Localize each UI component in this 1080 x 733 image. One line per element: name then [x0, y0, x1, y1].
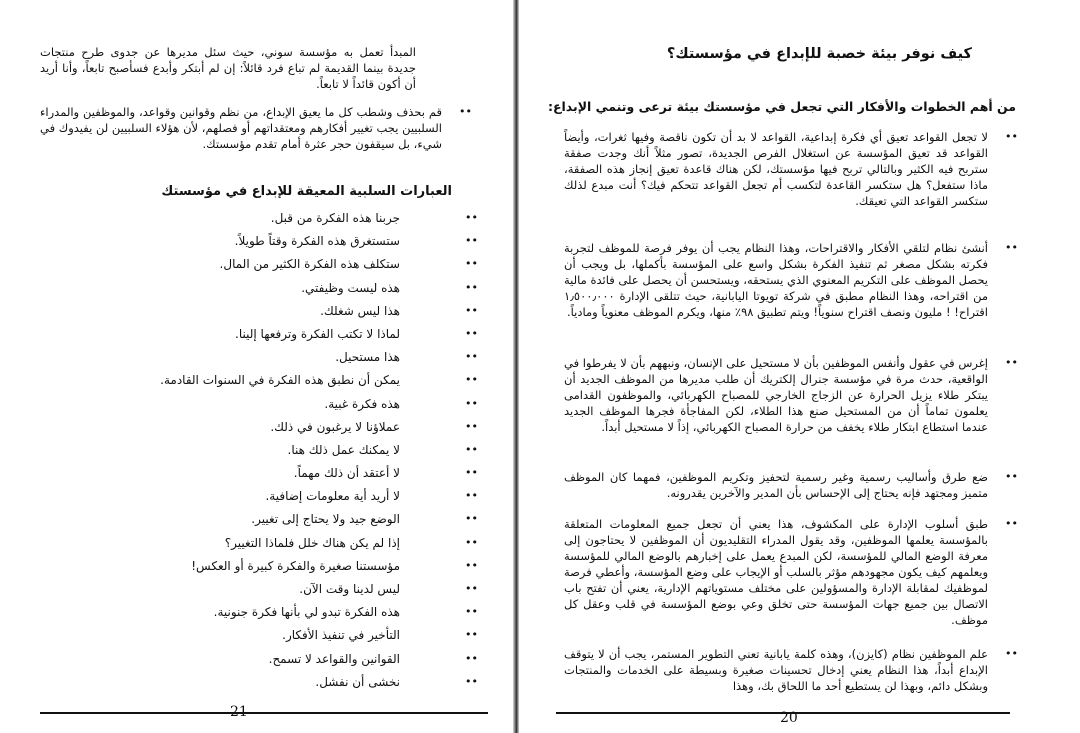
page-number: 20: [780, 710, 798, 726]
phrase-text: لا أريد أية معلومات إضافية.: [265, 489, 400, 504]
list-item: [158, 533, 478, 556]
phrase-text: هذه الفكرة تبدو لي بأنها فكرة جنونية.: [213, 605, 400, 620]
bullet-item: [564, 469, 1018, 501]
bullet-marker: ••: [465, 396, 478, 410]
negative-phrases-list: [158, 208, 478, 695]
phrase-text: التأخير في تنفيذ الأفكار.: [282, 628, 400, 643]
phrase-text: لا يمكنك عمل ذلك هنا.: [287, 442, 400, 457]
bullet-item: [564, 516, 1018, 628]
bullet-marker: ••: [465, 651, 478, 665]
phrase-text: لماذا لا تكتب الفكرة وترفعها إلينا.: [235, 326, 400, 341]
list-item: [158, 278, 478, 301]
bullet-item: [40, 104, 472, 152]
bullet-marker: ••: [465, 442, 478, 456]
phrase-text: القوانين والقواعد لا تسمح.: [268, 651, 400, 666]
footer-rule: [40, 712, 488, 714]
bullet-marker: ••: [465, 326, 478, 340]
bullet-marker: ••: [465, 280, 478, 294]
phrase-text: إذا لم يكن هناك خلل فلماذا التغيير؟: [224, 535, 400, 550]
bullet-marker: ••: [465, 466, 478, 480]
bullet-paragraph: علم الموظفين نظام (كايزن)، وهذه كلمة يابانية تعني التطوير المستمر، يجب أن لا يتوقف الإبداع أبداً، هذا النظام يعني إدخال تحسينات صغيرة وبسيطة على الخدمات والمنتجات وبشكل دائم، وبهذا لن يستطيع أحد ما اللحاق بك، وهذا: [564, 647, 988, 693]
bullet-marker: ••: [465, 535, 478, 549]
bullet-marker: ••: [465, 373, 478, 387]
list-item: [158, 324, 478, 347]
bullet-marker: ••: [465, 234, 478, 248]
bullet-marker: ••: [1005, 470, 1018, 483]
phrase-text: ليس لدينا وقت الآن.: [299, 582, 400, 596]
list-item: [158, 486, 478, 509]
phrase-text: هذه فكرة غبية.: [324, 396, 400, 411]
phrase-text: هذه ليست وظيفتي.: [301, 280, 400, 295]
bullet-marker: ••: [465, 489, 478, 503]
bullet-marker: ••: [465, 674, 478, 688]
bullet-paragraph: أنشئ نظام لتلقي الأفكار والاقتراحات، وهذا النظام يجب أن يوفر فرصة للموظف لتجربة فكرته بشكل مصغر ثم تنفيذ الفكرة بشكل واسع على المؤسسة بأكملها، بل ويجب أن يحصل الموظف على التكريم المعنوي الذي يستحقه، ويستحسن أن يحصل على فائدة مالية من اقتراحه، وهذا النظام مطبق في شركة تويوتا اليابانية، حيث تتلقى الإدارة ١٫٥٠٠٫٠٠٠ اقتراح! ! مليون ونصف اقتراح سنوياً! ويتم تطبيق ٩٨٪ منها، ويكرم الموظف معنوياً ومادياً.: [564, 241, 988, 319]
left-page: [0, 0, 514, 733]
phrase-text: ستستغرق هذه الفكرة وقتاً طويلاً.: [234, 234, 400, 249]
list-item: [158, 394, 478, 417]
section-heading: العبارات السلبية المعيقة للإبداع في مؤسستك: [161, 184, 452, 199]
phrase-text: عملاؤنا لا يرغبون في ذلك.: [270, 419, 400, 434]
list-item: [158, 231, 478, 254]
list-item: [158, 208, 478, 231]
list-item: [158, 463, 478, 486]
book-spine: [513, 0, 519, 733]
list-item: [158, 301, 478, 324]
bullet-marker: ••: [465, 419, 478, 433]
bullet-paragraph: قم بحذف وشطب كل ما يعيق الإبداع، من نظم وقوانين وقواعد، والموظفين والمدراء السلبيين يجب تغيير أفكارهم ومعتقداتهم أو فصلهم، لأن هؤلاء السلبيين لن يفيدوك في شيء، بل سيقفون حجر عثرة أمام تقدم مؤسستك.: [40, 105, 442, 151]
list-item: [158, 672, 478, 695]
bullet-marker: ••: [465, 605, 478, 619]
list-item: [158, 370, 478, 393]
bullet-marker: ••: [1005, 647, 1018, 660]
list-item: [158, 602, 478, 625]
bullet-item: [564, 240, 1018, 320]
phrase-text: لا أعتقد أن ذلك مهماً.: [293, 466, 400, 481]
phrase-text: هذا ليس شغلك.: [320, 303, 400, 318]
bullet-item: [564, 129, 1018, 209]
bullet-paragraph: لا تجعل القواعد تعيق أي فكرة إبداعية، القواعد لا بد أن تكون ناقصة وفيها ثغرات، وأيضاً القواعد قد تعيق المؤسسة عن استغلال الفرص الجديدة، تصور مثلاً أنك وجدت صفقة ستربح فيه الكثير وبالتالي تربح فيها مؤسستك، لكن هناك قاعدة تعيق إنجاز هذه الصفقة، ماذا ستفعل؟ هل ستكسر القاعدة لتكسب أم تجعل القواعد تتحكم فيك؟ أنت مبدع لذلك ستكسر القواعد التي تعيقك.: [564, 130, 988, 208]
bullet-paragraph: ضع طرق وأساليب رسمية وغير رسمية لتحفيز وتكريم الموظفين، فمهما كان الموظف متميز ومجتهد فإنه يحتاج إلى الإحساس بأن المدير والآخرين يقدرونه.: [564, 470, 988, 500]
list-item: [158, 579, 478, 602]
right-page: [520, 0, 1080, 733]
list-item: [158, 556, 478, 579]
bullet-marker: ••: [1005, 241, 1018, 254]
list-item: [158, 347, 478, 370]
bullet-marker: ••: [465, 512, 478, 526]
bullet-marker: ••: [465, 628, 478, 642]
bullet-marker: ••: [465, 303, 478, 317]
list-item: [158, 417, 478, 440]
phrase-text: مؤسستنا صغيرة والفكرة كبيرة أو العكس!: [191, 558, 400, 573]
bullet-item: [564, 646, 1018, 694]
page-title: كيف نوفر بيئة خصبة للإبداع في مؤسستك؟: [666, 46, 972, 62]
bullet-marker: ••: [465, 558, 478, 572]
list-item: [158, 625, 478, 648]
bullet-marker: ••: [465, 211, 478, 224]
list-item: [158, 254, 478, 277]
bullet-item: [564, 355, 1018, 435]
phrase-text: جربنا هذه الفكرة من قبل.: [270, 211, 400, 225]
bullet-paragraph: إغرس في عقول وأنفس الموظفين بأن لا مستحيل على الإنسان، ونبههم بأن لا يفرطوا في الواقعية، حدث مرة في مؤسسة جنرال إلكتريك أن طلب مديرها من الموظف الجديد أن يبتكر طلاء يزيل الحرارة عن الزجاج الخارجي للمصباح الكهربائي، والموظفون القدامى يعلمون تماماً أن من المستحيل صنع هذا الطلاء، لكن المفاجأة فجرها الموظف الجديد عندما استطاع ابتكار طلاء يخفف من حرارة المصباح الكهربائي، إذاً لا مستحيل أبداً.: [564, 356, 988, 434]
intro-paragraph: المبدأ تعمل به مؤسسة سوني، حيث سئل مديرها عن جدوى طرح منتجات جديدة بينما القديمة لم تباع فرد قائلاً: إن لم أبتكر وأبدع فسأصبح تابعاً، وأنا أريد أن أكون قائداً لا تابعاً.: [40, 45, 416, 91]
phrase-text: هذا مستحيل.: [335, 350, 400, 365]
phrase-text: ستكلف هذه الفكرة الكثير من المال.: [219, 257, 400, 272]
list-item: [158, 509, 478, 532]
bullet-marker: ••: [1005, 517, 1018, 530]
page-number: 21: [230, 704, 248, 720]
bullet-paragraph: طبق أسلوب الإدارة على المكشوف، هذا يعني أن تجعل جميع المعلومات المتعلقة بالمؤسسة يعلمها الموظفين، وقد يقول المدراء التقليديون أن الموظفين لا يحتاجون إلى معرفة الوضع المالي للمؤسسة، لكن المبدع يعمل على إخبارهم بالوضع المالي للمؤسسة ويعلمهم كيف يكون مجهودهم مؤثر بالسلب أو الإيجاب على وضع المؤسسة، وأعطي فرصة لموظفيك لمقابلة الإدارة والمسؤولين على مختلف مستوياتهم الإدارية، يعني أن تفتح باب الاتصال بين جميع جهات المؤسسة حتى تخلق وعي بوضع المؤسسة في قلب وعقل كل موظف.: [564, 517, 988, 627]
bullet-marker: ••: [465, 257, 478, 271]
section-subheading: من أهم الخطوات والأفكار التي تجعل في مؤسستك بيئة ترعى وتنمي الإبداع:: [547, 99, 1016, 114]
phrase-text: نخشى أن نفشل.: [315, 674, 400, 689]
list-item: [158, 649, 478, 672]
bullet-marker: ••: [459, 105, 472, 118]
bullet-marker: ••: [465, 582, 478, 595]
phrase-text: يمكن أن نطبق هذه الفكرة في السنوات القادمة.: [160, 373, 400, 388]
bullet-marker: ••: [1005, 130, 1018, 143]
phrase-text: الوضع جيد ولا يحتاج إلى تغيير.: [251, 512, 400, 527]
bullet-marker: ••: [465, 350, 478, 364]
bullet-marker: ••: [1005, 356, 1018, 369]
list-item: [158, 440, 478, 463]
